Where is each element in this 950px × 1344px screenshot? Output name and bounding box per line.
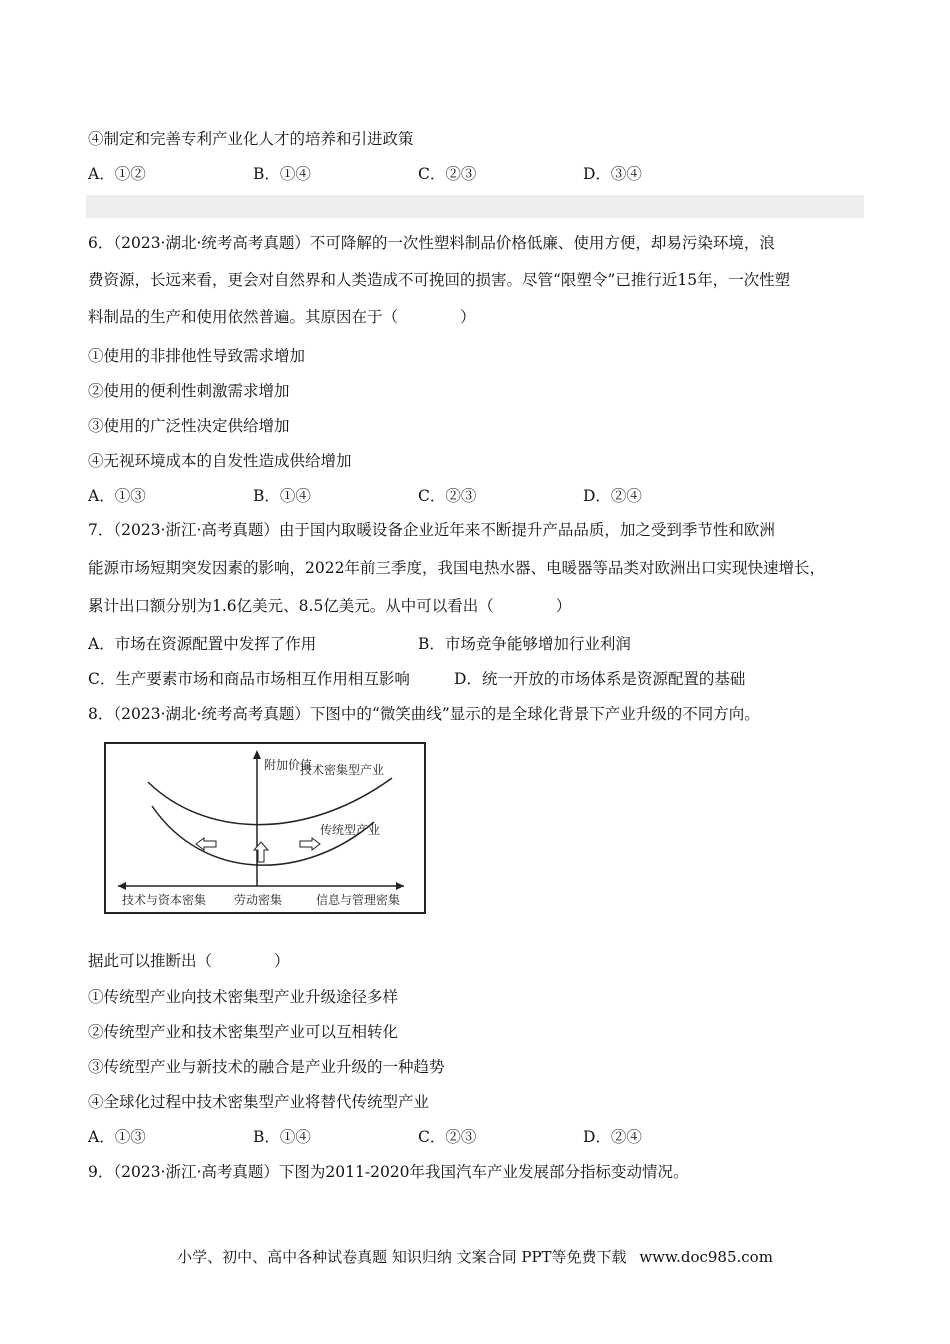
q8-item-2: ②传统型产业和技术密集型产业可以互相转化	[88, 1023, 399, 1041]
q8-item-1: ①传统型产业向技术密集型产业升级途径多样	[88, 988, 399, 1006]
q8-item-3: ③传统型产业与新技术的融合是产业升级的一种趋势	[88, 1058, 445, 1076]
x-label-right: 信息与管理密集	[316, 893, 401, 907]
q9-stem-line-1: 9．（2023·浙江·高考真题）下图为2011-2020年我国汽车产业发展部分指标变动情况。	[88, 1163, 689, 1181]
q6-item-2: ②使用的便利性刺激需求增加	[88, 382, 290, 400]
q7-option-a: A．市场在资源配置中发挥了作用	[88, 635, 317, 653]
x-label-left: 技术与资本密集	[122, 893, 207, 907]
q8-option-d: D．②④	[583, 1128, 642, 1146]
q7-option-d: D．统一开放的市场体系是资源配置的基础	[454, 670, 746, 688]
q6-item-4: ④无视环境成本的自发性造成供给增加	[88, 452, 352, 470]
q6-option-c: C．②③	[418, 487, 477, 505]
footer-text: 小学、初中、高中各种试卷真题 知识归纳 文案合同 PPT等免费下载	[177, 1248, 627, 1266]
q5-option-d: D．③④	[583, 165, 642, 183]
q5-item-4: ④制定和完善专利产业化人才的培养和引进政策	[88, 130, 414, 148]
q6-item-3: ③使用的广泛性决定供给增加	[88, 417, 290, 435]
footer-url[interactable]: www.doc985.com	[639, 1248, 773, 1266]
traditional-label: 传统型产业	[320, 823, 381, 837]
q7-stem-line-3: 累计出口额分别为1.6亿美元、8.5亿美元。从中可以看出（ ）	[88, 597, 572, 615]
q6-stem-line-3: 料制品的生产和使用依然普遍。其原因在于（ ）	[88, 308, 476, 326]
q6-option-d: D．②④	[583, 487, 642, 505]
q6-stem-line-2: 费资源，长远来看，更会对自然界和人类造成不可挽回的损害。尽管“限塑令”已推行近15年，一次性塑	[88, 271, 791, 289]
q8-option-b: B．①④	[253, 1128, 311, 1146]
q6-option-b: B．①④	[253, 487, 311, 505]
answer-separator-band	[86, 195, 864, 218]
q8-item-4: ④全球化过程中技术密集型产业将替代传统型产业	[88, 1093, 430, 1111]
q6-option-a: A．①③	[88, 487, 146, 505]
page-footer	[0, 1246, 950, 1267]
q6-stem-line-1: 6．（2023·湖北·统考高考真题）不可降解的一次性塑料制品价格低廉、使用方便，却易污染环境，浪	[88, 234, 775, 252]
q8-stem-line-1: 8．（2023·湖北·统考高考真题）下图中的“微笑曲线”显示的是全球化背景下产业升级的不同方向。	[88, 705, 760, 723]
y-axis-label: 附加价值	[264, 758, 313, 772]
tech-intensive-label: 技术密集型产业	[300, 763, 385, 777]
q7-option-c: C．生产要素市场和商品市场相互作用相互影响	[88, 670, 410, 688]
q5-option-b: B．①④	[253, 165, 311, 183]
x-label-middle: 劳动密集	[234, 893, 283, 907]
q7-stem-line-2: 能源市场短期突发因素的影响，2022年前三季度，我国电热水器、电暖器等品类对欧洲出口实现快速增长，	[88, 559, 825, 577]
q8-option-a: A．①③	[88, 1128, 146, 1146]
q8-option-c: C．②③	[418, 1128, 477, 1146]
q6-item-1: ①使用的非排他性导致需求增加	[88, 347, 306, 365]
q8-prompt: 据此可以推断出（ ）	[88, 952, 290, 970]
q5-option-c: C．②③	[418, 165, 477, 183]
q5-option-a: A．①②	[88, 165, 146, 183]
smile-curve-figure	[104, 742, 426, 914]
q7-option-b: B．市场竞争能够增加行业利润	[418, 635, 631, 653]
q7-stem-line-1: 7．（2023·浙江·高考真题）由于国内取暖设备企业近年来不断提升产品品质，加之受到季节性和欧洲	[88, 521, 775, 539]
